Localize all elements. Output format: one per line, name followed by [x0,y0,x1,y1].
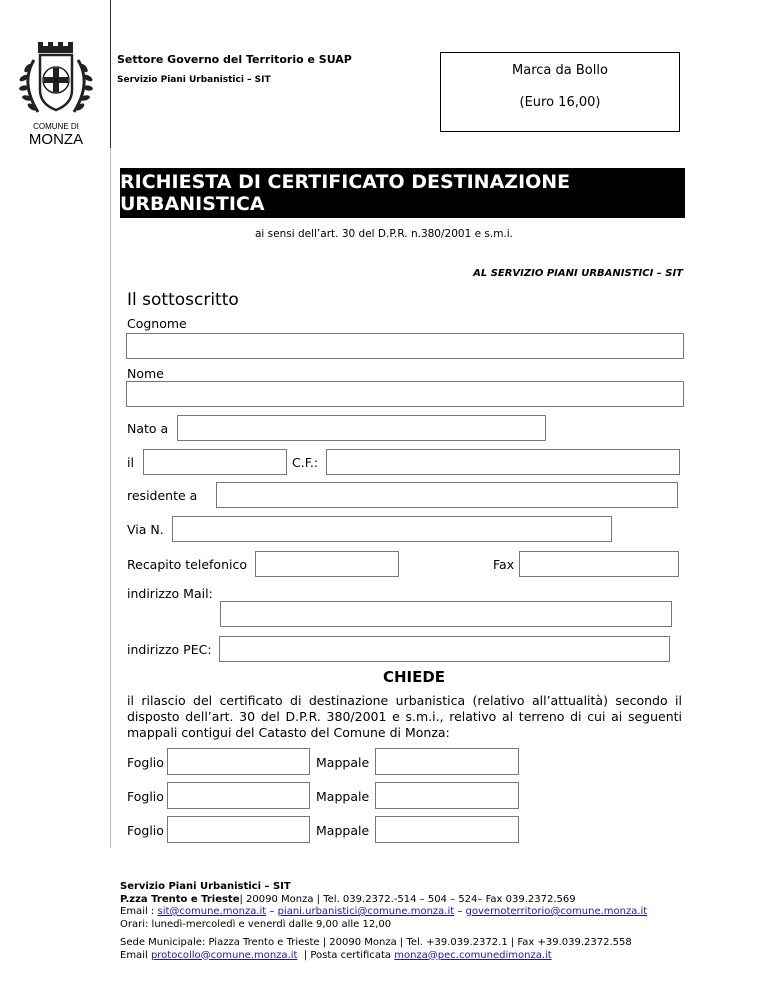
nato-a-label: Nato a [127,421,169,436]
mappale-label: Mappale [316,823,370,838]
header-divider [110,0,111,148]
email-governo-link[interactable]: governoterritorio@comune.monza.it [465,906,648,917]
footer-service-block [120,881,760,931]
pec-label: indirizzo PEC: [127,642,212,657]
via-label: Via N. [127,522,164,537]
pec-email-link[interactable]: monza@pec.comunedimonza.it [394,949,552,961]
nome-field[interactable] [126,381,684,407]
logo-line1: COMUNE DI [33,122,79,131]
document-title [120,168,685,218]
foglio-field[interactable] [167,816,310,843]
email-label: Email : [120,906,158,917]
residente-label: residente a [127,488,198,503]
stamp-amount: (Euro 16,00) [519,95,601,110]
protocollo-email-link[interactable]: protocollo@comune.monza.it [150,949,298,961]
via-field[interactable] [172,516,612,542]
cf-field[interactable] [326,449,680,475]
page-margin-line [110,148,111,848]
foglio-field[interactable] [167,748,310,775]
mail-field[interactable] [220,601,672,627]
mappale-field[interactable] [375,748,519,775]
mappale-field[interactable] [375,782,519,809]
nato-a-field[interactable] [177,415,546,441]
birth-date-field[interactable] [143,449,287,475]
intro-heading: Il sottoscritto [127,290,239,310]
cognome-field[interactable] [126,333,684,359]
foglio-label: Foglio [127,755,164,770]
request-text: il rilascio del certificato di destinazione urbanistica (relativo all’attualità) secondo il disposto dell’art. 30 del D.P.R. 380/2001 e s.m.i., relativo al terreno di cui ai seguenti mappali contigui del Catasto del Comune di Monza: [127,693,682,740]
request-heading: CHIEDE [382,668,446,686]
mappale-label: Mappale [316,755,370,770]
footer-address [120,894,760,907]
footer-address-bold: P.zza Trento e Trieste [120,893,240,905]
stamp-label: Marca da Bollo [512,63,608,78]
foglio-field[interactable] [167,782,310,809]
fax-label: Fax [493,557,515,572]
telefono-field[interactable] [255,551,399,577]
service-name: Servizio Piani Urbanistici – SIT [117,75,271,85]
pec-field[interactable] [219,636,670,662]
cognome-label: Cognome [127,316,187,331]
hq-email-label: Email [120,949,151,961]
mappale-field[interactable] [375,816,519,843]
logo-line2: MONZA [28,131,84,148]
legal-reference: ai sensi dell’art. 30 del D.P.R. n.380/2001 e s.m.i. [254,228,514,240]
addressee: AL SERVIZIO PIANI URBANISTICI – SIT [473,268,683,279]
il-label: il [127,455,134,470]
email-sit-link[interactable]: sit@comune.monza.it [157,906,267,917]
pec-label-text: | Posta certificata [297,949,395,961]
foglio-label: Foglio [127,789,164,804]
email-separator: – [454,906,466,917]
email-piani-link[interactable]: piani.urbanistici@comune.monza.it [277,906,455,917]
footer-hours: Orari: lunedì-mercoledì e venerdì dalle 9,00 alle 12,00 [120,918,392,930]
footer-hq: Sede Municipale: Piazza Trento e Trieste | 20090 Monza | Tel. +39.039.2372.1 | Fax +39.039.2372.558 [120,937,632,948]
title-text: RICHIESTA DI CERTIFICATO DESTINAZIONE URBANISTICA [120,171,571,215]
foglio-label: Foglio [127,823,164,838]
office-name: Settore Governo del Territorio e SUAP [117,53,352,66]
residente-field[interactable] [216,482,678,508]
mail-label: indirizzo Mail: [127,586,213,601]
footer-service: Servizio Piani Urbanistici – SIT [120,881,291,892]
mappale-label: Mappale [316,789,370,804]
footer-address-rest: | 20090 Monza | Tel. 039.2372.-514 – 504 – 524– Fax 039.2372.569 [239,893,576,905]
telefono-label: Recapito telefonico [127,557,247,572]
cf-label: C.F.: [292,455,319,470]
stamp-box [440,52,680,132]
fax-field[interactable] [519,551,679,577]
nome-label: Nome [127,366,164,381]
footer-emails [120,906,760,919]
footer-hq-block [120,937,760,962]
monza-logo [12,38,100,148]
email-separator: – [266,906,278,917]
footer-hq-emails [120,950,760,963]
